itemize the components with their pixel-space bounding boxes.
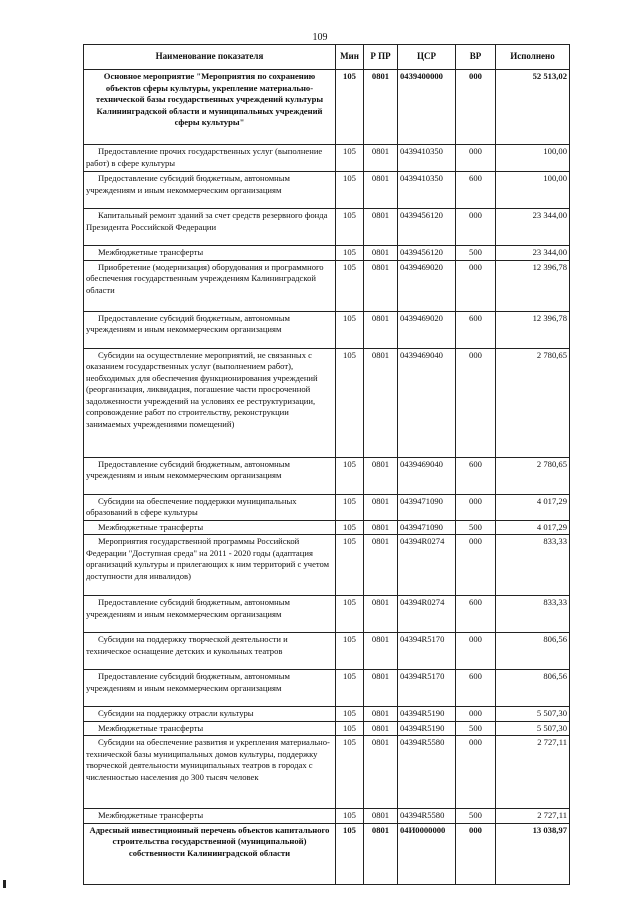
cell-csr: 0439469040	[398, 348, 456, 457]
cell-vr: 600	[456, 670, 496, 707]
cell-rpr: 0801	[364, 494, 398, 520]
table-row	[84, 260, 570, 311]
cell-csr: 0439400000	[398, 70, 456, 145]
page-number: 109	[312, 32, 328, 43]
cell-vr: 600	[456, 172, 496, 209]
cell-name: Субсидии на поддержку отрасли культуры	[84, 707, 336, 722]
cell-name: Предоставление субсидий бюджетным, автономным учреждениям и иным некоммерческим организациям	[84, 670, 336, 707]
table-row	[84, 145, 570, 172]
cell-csr: 0439469040	[398, 457, 456, 494]
cell-min: 105	[336, 809, 364, 824]
cell-amount: 2 780,65	[496, 348, 570, 457]
cell-amount: 100,00	[496, 172, 570, 209]
cell-vr: 000	[456, 209, 496, 246]
cell-vr: 000	[456, 707, 496, 722]
cell-amount: 2 727,11	[496, 809, 570, 824]
cell-min: 105	[336, 209, 364, 246]
cell-rpr: 0801	[364, 721, 398, 736]
cell-name: Предоставление субсидий бюджетным, автономным учреждениям и иным некоммерческим организациям	[84, 457, 336, 494]
cell-rpr: 0801	[364, 70, 398, 145]
table-row	[84, 736, 570, 809]
cell-name: Межбюджетные трансферты	[84, 246, 336, 261]
cell-csr: 04394R5170	[398, 670, 456, 707]
cell-min: 105	[336, 736, 364, 809]
cell-amount: 833,33	[496, 535, 570, 596]
cell-rpr: 0801	[364, 670, 398, 707]
cell-vr: 000	[456, 736, 496, 809]
cell-amount: 833,33	[496, 596, 570, 633]
table-row	[84, 707, 570, 722]
cell-vr: 000	[456, 70, 496, 145]
cell-rpr: 0801	[364, 246, 398, 261]
cell-vr: 000	[456, 633, 496, 670]
cell-vr: 600	[456, 457, 496, 494]
header-name: Наименование показателя	[84, 45, 336, 70]
table-row	[84, 823, 570, 884]
cell-name: Предоставление субсидий бюджетным, автономным учреждениям и иным некоммерческим организациям	[84, 596, 336, 633]
cell-name: Субсидии на осуществление мероприятий, не связанных с оказанием государственных услуг (выполнением работ), необходимых для обеспечения функционирования учреждений (реорганизация, ликвидация, погашение части просроченной задолженности учреждений на условиях ее реструктуризации, сопровождение работ по строительству, реконструкции занимаемых учреждениями помещений)	[84, 348, 336, 457]
cell-rpr: 0801	[364, 633, 398, 670]
cell-name: Приобретение (модернизация) оборудования и программного обеспечения государственным учреждениям Калининградской области	[84, 260, 336, 311]
cell-min: 105	[336, 823, 364, 884]
cell-min: 105	[336, 494, 364, 520]
cell-rpr: 0801	[364, 172, 398, 209]
table-header-row	[84, 45, 570, 70]
cell-min: 105	[336, 535, 364, 596]
cell-rpr: 0801	[364, 311, 398, 348]
cell-amount: 5 507,30	[496, 721, 570, 736]
cell-csr: 0439471090	[398, 494, 456, 520]
table-row	[84, 172, 570, 209]
cell-min: 105	[336, 172, 364, 209]
budget-table	[83, 44, 570, 885]
cell-vr: 000	[456, 145, 496, 172]
cell-rpr: 0801	[364, 209, 398, 246]
cell-name: Предоставление субсидий бюджетным, автономным учреждениям и иным некоммерческим организациям	[84, 311, 336, 348]
cell-vr: 500	[456, 246, 496, 261]
cell-csr: 0439410350	[398, 145, 456, 172]
cell-csr: 0439469020	[398, 311, 456, 348]
table-row	[84, 670, 570, 707]
cell-vr: 500	[456, 721, 496, 736]
cell-rpr: 0801	[364, 260, 398, 311]
cell-rpr: 0801	[364, 736, 398, 809]
cell-csr: 0439410350	[398, 172, 456, 209]
cell-csr: 0439456120	[398, 246, 456, 261]
cell-min: 105	[336, 246, 364, 261]
cell-csr: 04394R5190	[398, 707, 456, 722]
cell-name: Мероприятия государственной программы Российской Федерации "Доступная среда" на 2011 - 2020 годы (адаптация организаций культуры и прилегающих к ним территорий с учетом доступности для инвалидов)	[84, 535, 336, 596]
cell-name: Субсидии на поддержку творческой деятельности и техническое оснащение детских и кукольных театров	[84, 633, 336, 670]
cell-name: Капитальный ремонт зданий за счет средств резервного фонда Президента Российской Федерации	[84, 209, 336, 246]
scan-margin-mark	[3, 880, 6, 888]
cell-amount: 2 727,11	[496, 736, 570, 809]
cell-vr: 000	[456, 260, 496, 311]
cell-name: Основное мероприятие "Мероприятия по сохранению объектов сферы культуры, укрепление материально-технической базы государственных учреждений культуры Калининградской области и муниципальных учреждений сферы культуры"	[84, 70, 336, 145]
table-row	[84, 209, 570, 246]
cell-amount: 12 396,78	[496, 260, 570, 311]
cell-csr: 04394R5190	[398, 721, 456, 736]
cell-rpr: 0801	[364, 348, 398, 457]
cell-amount: 52 513,02	[496, 70, 570, 145]
cell-name: Межбюджетные трансферты	[84, 809, 336, 824]
cell-amount: 13 038,97	[496, 823, 570, 884]
cell-min: 105	[336, 457, 364, 494]
header-csr: ЦСР	[398, 45, 456, 70]
cell-min: 105	[336, 260, 364, 311]
cell-min: 105	[336, 596, 364, 633]
header-rpr: Р ПР	[364, 45, 398, 70]
cell-min: 105	[336, 70, 364, 145]
cell-amount: 806,56	[496, 633, 570, 670]
cell-name: Субсидии на обеспечение поддержки муниципальных образований в сфере культуры	[84, 494, 336, 520]
header-done: Исполнено	[496, 45, 570, 70]
cell-amount: 4 017,29	[496, 520, 570, 535]
cell-rpr: 0801	[364, 520, 398, 535]
cell-min: 105	[336, 707, 364, 722]
cell-min: 105	[336, 670, 364, 707]
cell-vr: 600	[456, 311, 496, 348]
cell-amount: 5 507,30	[496, 707, 570, 722]
cell-min: 105	[336, 721, 364, 736]
table-row	[84, 311, 570, 348]
cell-vr: 600	[456, 596, 496, 633]
cell-amount: 806,56	[496, 670, 570, 707]
cell-csr: 04И0000000	[398, 823, 456, 884]
cell-min: 105	[336, 145, 364, 172]
cell-min: 105	[336, 633, 364, 670]
table-row	[84, 520, 570, 535]
cell-csr: 0439456120	[398, 209, 456, 246]
cell-vr: 500	[456, 809, 496, 824]
cell-csr: 0439471090	[398, 520, 456, 535]
cell-csr: 04394R5580	[398, 736, 456, 809]
cell-rpr: 0801	[364, 823, 398, 884]
table-row	[84, 596, 570, 633]
cell-name: Адресный инвестиционный перечень объектов капитального строительства государственной (муниципальной) собственности Калининградской области	[84, 823, 336, 884]
cell-name: Предоставление прочих государственных услуг (выполнение работ) в сфере культуры	[84, 145, 336, 172]
table-body	[84, 70, 570, 885]
cell-amount: 23 344,00	[496, 246, 570, 261]
cell-rpr: 0801	[364, 457, 398, 494]
cell-amount: 12 396,78	[496, 311, 570, 348]
table-row	[84, 809, 570, 824]
table-row	[84, 457, 570, 494]
cell-csr: 04394R5580	[398, 809, 456, 824]
cell-vr: 500	[456, 520, 496, 535]
table-row	[84, 494, 570, 520]
cell-csr: 0439469020	[398, 260, 456, 311]
cell-name: Межбюджетные трансферты	[84, 721, 336, 736]
table-row	[84, 348, 570, 457]
header-vr: ВР	[456, 45, 496, 70]
cell-amount: 2 780,65	[496, 457, 570, 494]
cell-amount: 4 017,29	[496, 494, 570, 520]
table-row	[84, 70, 570, 145]
cell-csr: 04394R0274	[398, 535, 456, 596]
table-row	[84, 535, 570, 596]
table-row	[84, 633, 570, 670]
cell-rpr: 0801	[364, 596, 398, 633]
cell-rpr: 0801	[364, 707, 398, 722]
table-row	[84, 721, 570, 736]
cell-vr: 000	[456, 348, 496, 457]
cell-name: Субсидии на обеспечение развития и укрепления материально-технической базы муниципальных домов культуры, поддержку творческой деятельности муниципальных театров в городах с численностью населения до 300 тысяч человек	[84, 736, 336, 809]
cell-vr: 000	[456, 535, 496, 596]
cell-vr: 000	[456, 823, 496, 884]
cell-rpr: 0801	[364, 809, 398, 824]
cell-min: 105	[336, 348, 364, 457]
cell-min: 105	[336, 311, 364, 348]
table-row	[84, 246, 570, 261]
cell-name: Межбюджетные трансферты	[84, 520, 336, 535]
cell-name: Предоставление субсидий бюджетным, автономным учреждениям и иным некоммерческим организациям	[84, 172, 336, 209]
cell-rpr: 0801	[364, 535, 398, 596]
cell-amount: 23 344,00	[496, 209, 570, 246]
header-min: Мин	[336, 45, 364, 70]
cell-amount: 100,00	[496, 145, 570, 172]
cell-rpr: 0801	[364, 145, 398, 172]
cell-csr: 04394R5170	[398, 633, 456, 670]
cell-csr: 04394R0274	[398, 596, 456, 633]
cell-vr: 000	[456, 494, 496, 520]
cell-min: 105	[336, 520, 364, 535]
